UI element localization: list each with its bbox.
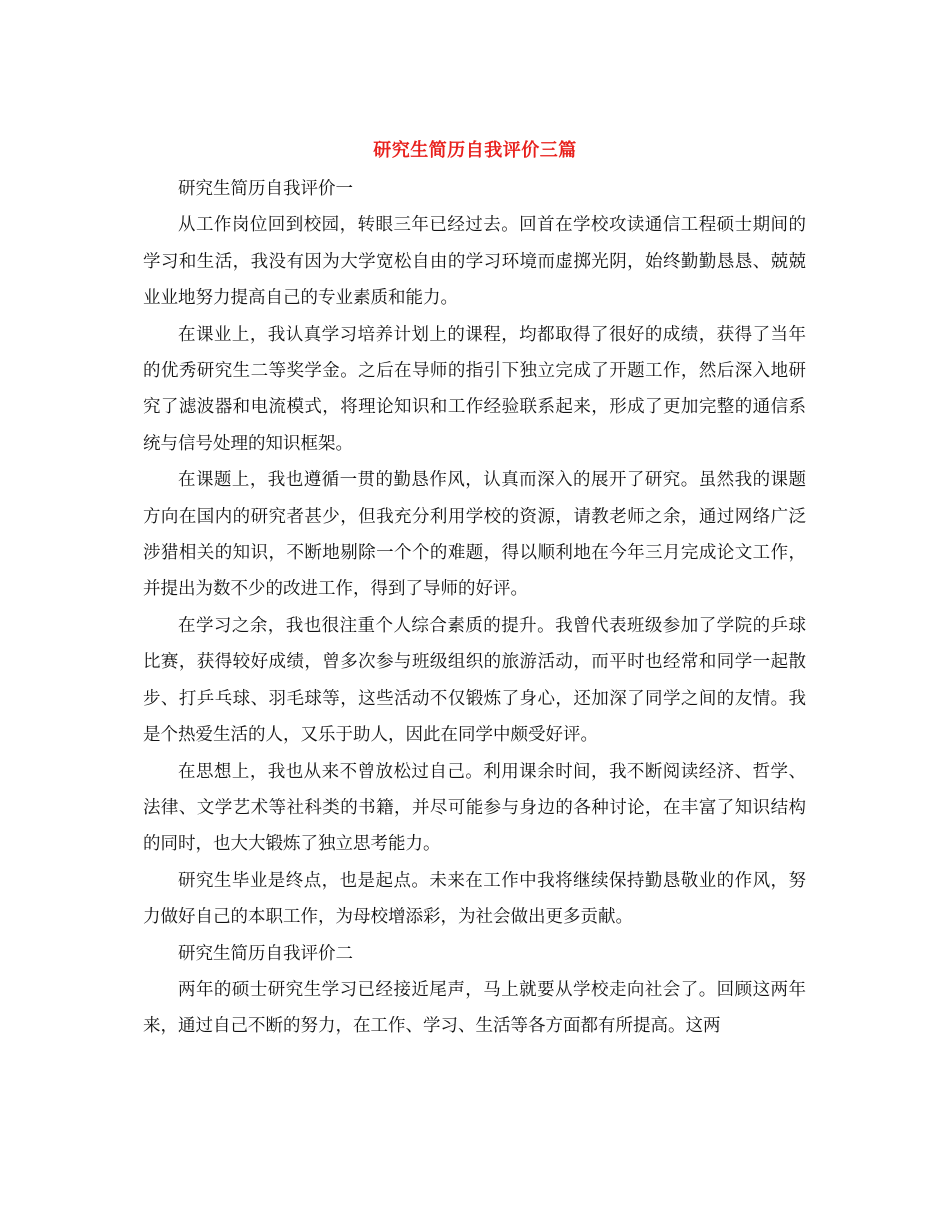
paragraph: 在思想上，我也从来不曾放松过自己。利用课余时间，我不断阅读经济、哲学、法律、文学艺术等社科类的书籍，并尽可能参与身边的各种讨论，在丰富了知识结构的同时，也大大锻炼了独立思考能力。: [143, 761, 806, 855]
paragraph: 两年的硕士研究生学习已经接近尾声，马上就要从学校走向社会了。回顾这两年来，通过自己不断的努力，在工作、学习、生活等各方面都有所提高。这两: [143, 979, 806, 1037]
section-heading-1: 研究生简历自我评价一: [178, 179, 353, 199]
document-title: 研究生简历自我评价三篇: [373, 140, 577, 161]
paragraph: 从工作岗位回到校园，转眼三年已经过去。回首在学校攻读通信工程硕士期间的学习和生活，我没有因为大学宽松自由的学习环境而虚掷光阴，始终勤勤恳恳、兢兢业业地努力提高自己的专业素质和能力。: [143, 215, 806, 309]
paragraph: 在课业上，我认真学习培养计划上的课程，均都取得了很好的成绩，获得了当年的优秀研究生二等奖学金。之后在导师的指引下独立完成了开题工作，然后深入地研究了滤波器和电流模式，将理论知识和工作经验联系起来，形成了更加完整的通信系统与信号处理的知识框架。: [143, 324, 806, 454]
section-heading-2: 研究生简历自我评价二: [178, 943, 353, 964]
document-body: [143, 171, 806, 1045]
paragraph: 在课题上，我也遵循一贯的勤恳作风，认真而深入的展开了研究。虽然我的课题方向在国内的研究者甚少，但我充分利用学校的资源，请教老师之余，通过网络广泛涉猎相关的知识，不断地剔除一个个的难题，得以顺利地在今年三月完成论文工作，并提出为数不少的改进工作，得到了导师的好评。: [143, 470, 806, 600]
paragraph: 在学习之余，我也很注重个人综合素质的提升。我曾代表班级参加了学院的乒球比赛，获得较好成绩，曾多次参与班级组织的旅游活动，而平时也经常和同学一起散步、打乒乓球、羽毛球等，这些活动不仅锻炼了身心，还加深了同学之间的友情。我是个热爱生活的人，又乐于助人，因此在同学中颇受好评。: [143, 615, 806, 746]
paragraph: 研究生毕业是终点，也是起点。未来在工作中我将继续保持勤恳敬业的作风，努力做好自己的本职工作，为母校增添彩，为社会做出更多贡献。: [143, 870, 806, 928]
